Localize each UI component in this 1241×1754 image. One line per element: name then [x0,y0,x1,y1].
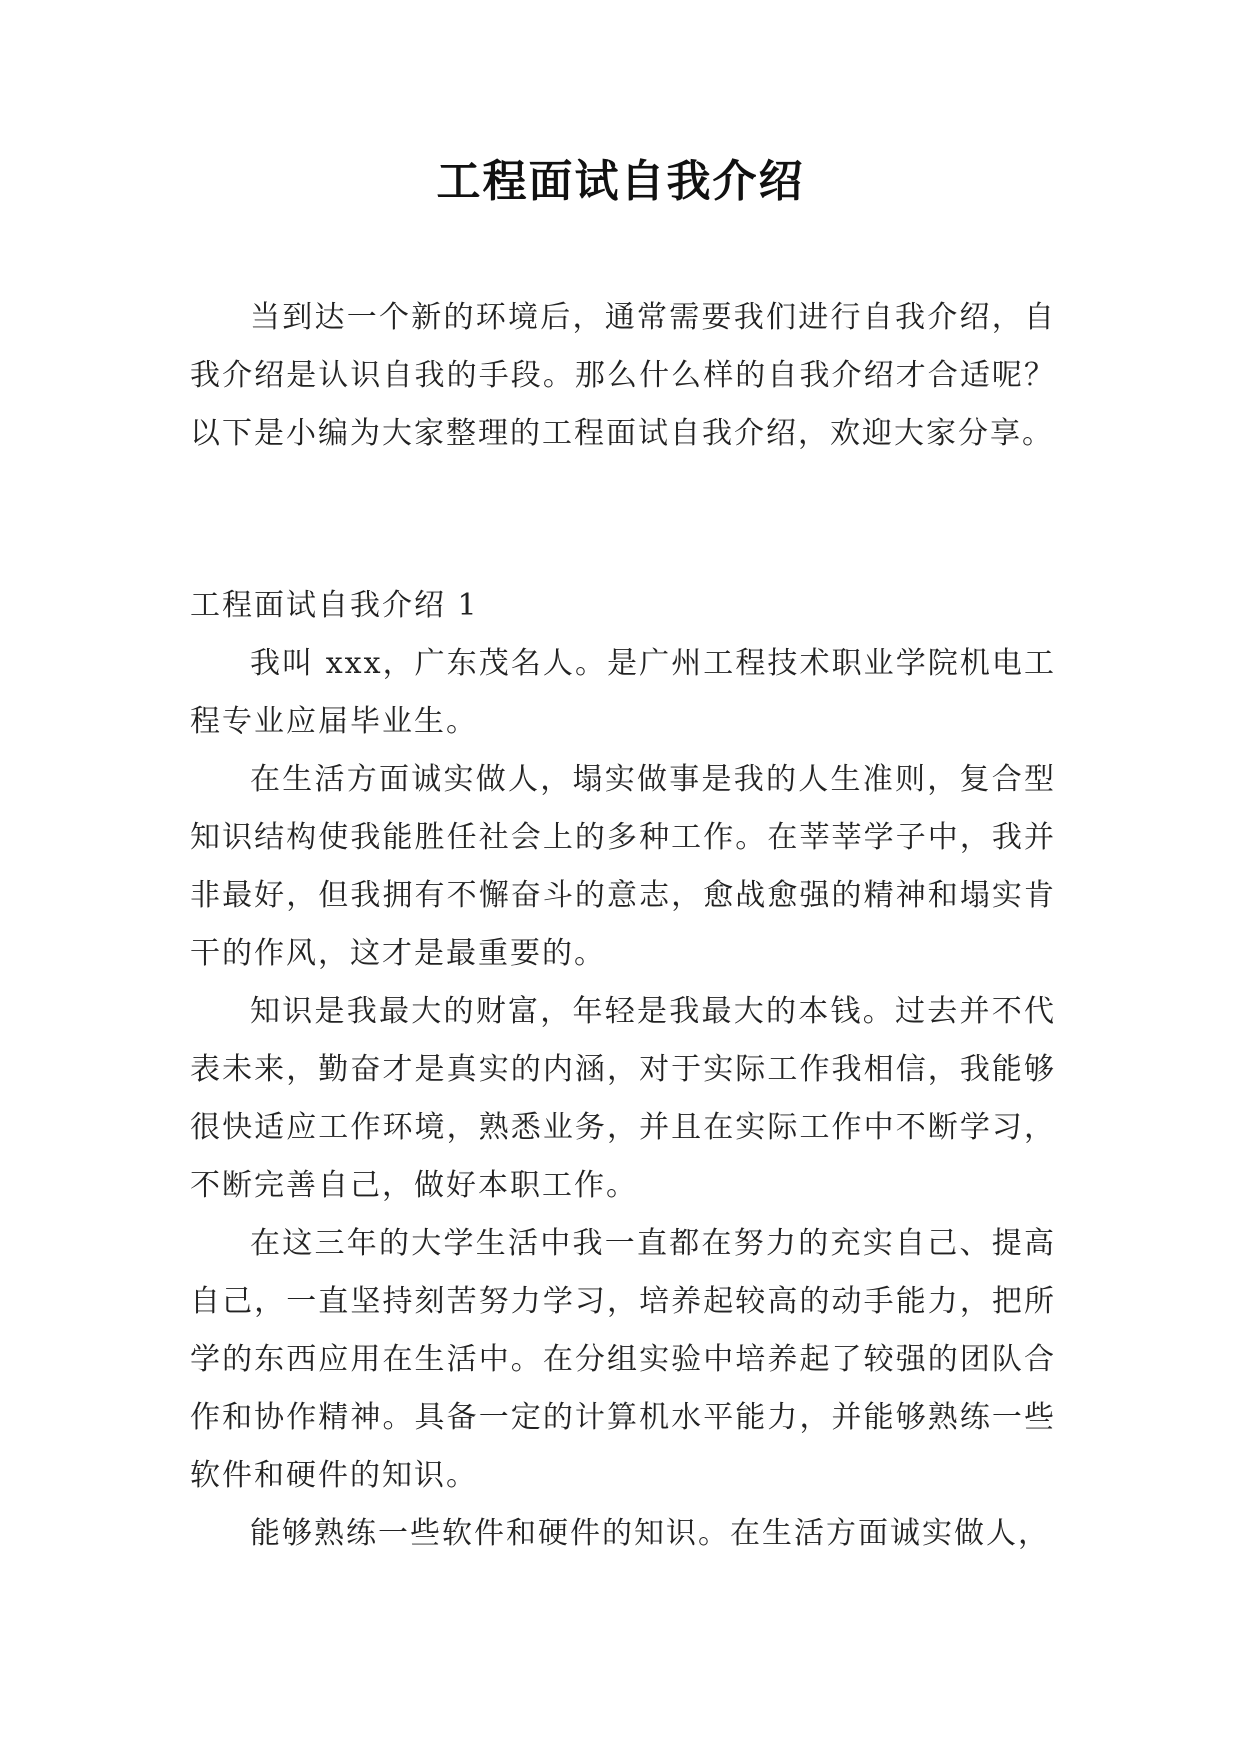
paragraph: 知识是我最大的财富，年轻是我最大的本钱。过去并不代表未来，勤奋才是真实的内涵，对于实际工作我相信，我能够很快适应工作环境，熟悉业务，并且在实际工作中不断学习，不断完善自己，做好本职工作。 [190,994,1056,1203]
paragraph: 在生活方面诚实做人，塌实做事是我的人生准则，复合型知识结构使我能胜任社会上的多种工作。在莘莘学子中，我并非最好，但我拥有不懈奋斗的意志，愈战愈强的精神和塌实肯干的作风，这才是最重要的。 [190,762,1056,971]
paragraph: 我叫 xxx，广东茂名人。是广州工程技术职业学院机电工程专业应届毕业生。 [190,646,1056,739]
section-heading: 工程面试自我介绍 1 [190,588,479,623]
intro-paragraph: 当到达一个新的环境后，通常需要我们进行自我介绍，自我介绍是认识自我的手段。那么什么样的自我介绍才合适呢？以下是小编为大家整理的工程面试自我介绍，欢迎大家分享。 [190,300,1056,451]
intro-section [190,289,1056,463]
paragraph: 能够熟练一些软件和硬件的知识。在生活方面诚实做人， [250,1516,1050,1551]
section-1 [190,577,1056,1563]
document-title: 工程面试自我介绍 [436,156,805,207]
paragraph: 在这三年的大学生活中我一直都在努力的充实自己、提高自己，一直坚持刻苦努力学习，培养起较高的动手能力，把所学的东西应用在生活中。在分组实验中培养起了较强的团队合作和协作精神。具备一定的计算机水平能力，并能够熟练一些软件和硬件的知识。 [190,1226,1056,1493]
